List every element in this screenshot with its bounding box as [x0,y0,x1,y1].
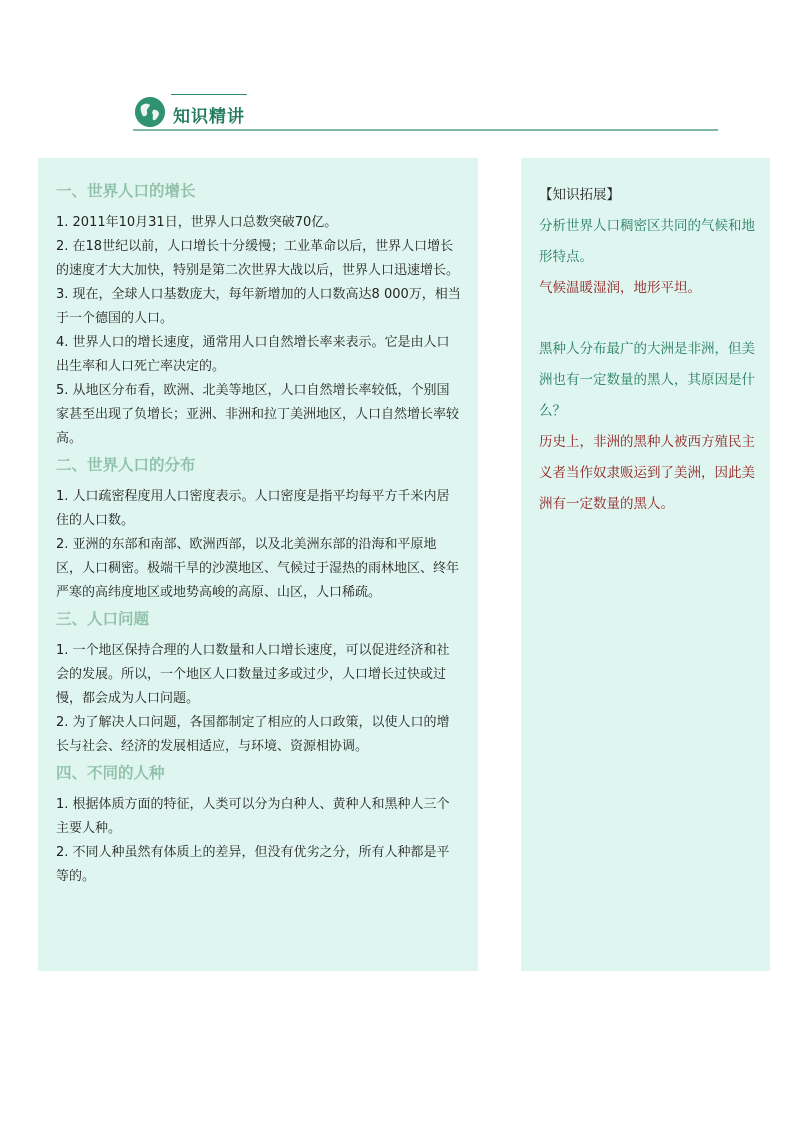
header-top-rule [171,94,247,95]
paragraph: 2. 亚洲的东部和南部、欧洲西部，以及北美洲东部的沿海和平原地区，人口稠密。极端干旱的沙漠地区、气候过于湿热的雨林地区、终年严寒的高纬度地区或地势高峻的高原、山区，人口稀疏。 [56,537,460,600]
paragraph: 1. 根据体质方面的特征，人类可以分为白种人、黄种人和黑种人三个主要人种。 [56,797,450,836]
section-heading-2: 二、世界人口的分布 [56,456,196,474]
extension-heading: 【知识拓展】 [539,187,620,203]
paragraph: 3. 现在，全球人口基数庞大，每年新增加的人口数高达8 000万，相当于一个德国的人口。 [56,287,461,326]
section-heading-4: 四、不同的人种 [56,764,165,782]
paragraph: 1. 2011年10月31日，世界人口总数突破70亿。 [56,215,338,230]
paragraph: 5. 从地区分布看，欧洲、北美等地区，人口自然增长率较低，个别国家甚至出现了负增长；亚洲、非洲和拉丁美洲地区，人口自然增长率较高。 [56,383,460,446]
paragraph: 4. 世界人口的增长速度，通常用人口自然增长率来表示。它是由人口出生率和人口死亡率决定的。 [56,335,450,374]
question-2: 黑种人分布最广的大洲是非洲，但美洲也有一定数量的黑人，其原因是什么？ [539,341,755,419]
paragraph: 2. 不同人种虽然有体质上的差异，但没有优劣之分，所有人种都是平等的。 [56,845,450,884]
paragraph: 2. 为了解决人口问题，各国都制定了相应的人口政策，以使人口的增长与社会、经济的发展相适应，与环境、资源相协调。 [56,715,450,754]
globe-icon [135,97,165,127]
knowledge-main-panel [38,158,478,971]
knowledge-extension-panel [521,158,770,971]
section-header [133,94,718,132]
header-bottom-rule [133,129,718,131]
answer-1: 气候温暖湿润，地形平坦。 [539,280,701,296]
answer-2: 历史上，非洲的黑种人被西方殖民主义者当作奴隶贩运到了美洲，因此美洲有一定数量的黑人。 [539,434,755,512]
paragraph: 2. 在18世纪以前，人口增长十分缓慢；工业革命以后，世界人口增长的速度才大大加快，特别是第二次世界大战以后，世界人口迅速增长。 [56,239,460,278]
section-heading-3: 三、人口问题 [56,610,150,628]
question-1: 分析世界人口稠密区共同的气候和地形特点。 [539,218,755,265]
paragraph: 1. 一个地区保持合理的人口数量和人口增长速度，可以促进经济和社会的发展。所以，一个地区人口数量过多或过少，人口增长过快或过慢，都会成为人口问题。 [56,643,450,706]
paragraph: 1. 人口疏密程度用人口密度表示。人口密度是指平均每平方千米内居住的人口数。 [56,489,450,528]
header-title: 知识精讲 [173,107,245,127]
section-heading-1: 一、世界人口的增长 [56,182,196,200]
